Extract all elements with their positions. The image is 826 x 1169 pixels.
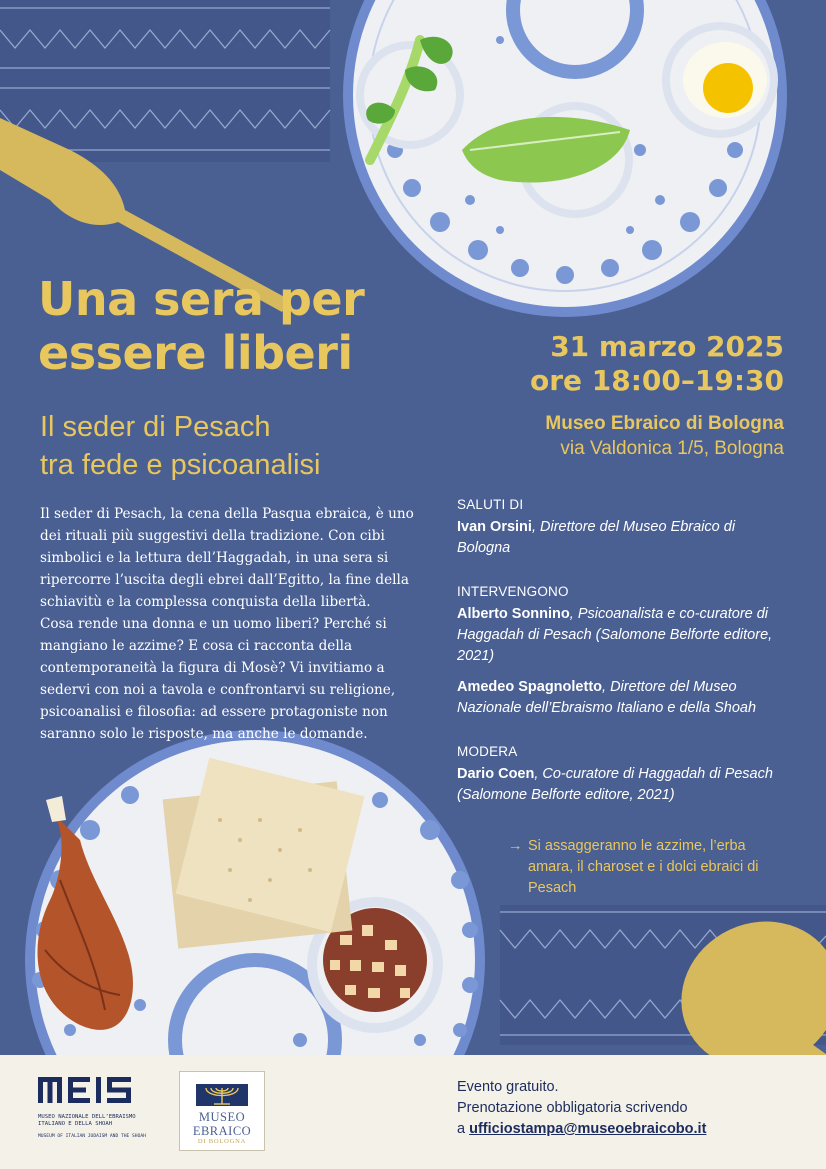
- subtitle-line: tra fede e psicoanalisi: [40, 449, 321, 481]
- section-label-saluti: SALUTI DI: [457, 497, 524, 512]
- museo-city: DI BOLOGNA: [197, 1138, 247, 1145]
- speaker-name: Alberto Sonnino: [457, 606, 570, 622]
- info-prefix: a: [457, 1121, 470, 1137]
- info-line: Prenotazione obbligatoria scrivendo: [457, 1100, 688, 1116]
- program: [457, 494, 787, 816]
- subtitle-line: Il seder di Pesach: [40, 411, 271, 443]
- section-label-modera: MODERA: [457, 744, 518, 759]
- title-line: Una sera per: [38, 272, 365, 326]
- meis-name-line: ITALIANO E DELLA SHOAH: [38, 1121, 113, 1127]
- speaker-role: , Psicoanalista e co-curatore di Haggadah di Pesach (Salomone Belforte editore, 2021): [457, 606, 773, 664]
- booking-info: [457, 1077, 706, 1140]
- seder-plate-top: [343, 0, 787, 317]
- email-link[interactable]: ufficiostampa@museoebraicobo.it: [469, 1121, 707, 1137]
- museo-name: MUSEO: [198, 1110, 246, 1124]
- event-details: [530, 330, 784, 462]
- menorah-icon: [196, 1084, 248, 1106]
- meis-name-line: MUSEO NAZIONALE DELL’EBRAISMO: [38, 1114, 136, 1120]
- speaker: [457, 764, 787, 806]
- event-venue: Museo Ebraico di Bologna: [545, 413, 784, 434]
- speaker-name: Ivan Orsini: [457, 519, 532, 535]
- event-address: via Valdonica 1/5, Bologna: [560, 438, 784, 459]
- footer: [0, 1055, 826, 1169]
- speaker-name: Dario Coen: [457, 766, 535, 782]
- intro-paragraph: Cosa rende una donna e un uomo liberi? Perché si mangiano le azzime? E cosa ci racconta della contemporaneità la figura di Mosè? Vi invitiamo a sedervi con noi a tavola e confrontarvi su religione, psicoanalisi e filosofia: ad essere protagoniste non saranno solo le risposte, ma anche le domande.: [40, 616, 396, 742]
- intro-text: [40, 503, 420, 745]
- speaker-role: , Co-curatore di Haggadah di Pesach (Salomone Belforte editore, 2021): [457, 766, 773, 803]
- speaker-name: Amedeo Spagnoletto: [457, 679, 603, 695]
- speaker-role: , Direttore del Museo Nazionale dell’Ebraismo Italiano e della Shoah: [457, 679, 757, 716]
- speaker: [457, 677, 787, 719]
- museo-ebraico-logo: [179, 1071, 265, 1151]
- meis-wordmark-icon: [38, 1077, 148, 1103]
- event-subtitle: [40, 408, 321, 484]
- intro-paragraph: Il seder di Pesach, la cena della Pasqua ebraica, è uno dei rituali più suggestivi della tradizione. Con cibi simbolici e la lettura dell’Haggadah, in una sera si ripercorre l’uscita degli ebrei dall’Egitto, la fine della schiavitù e la complessa conquista della libertà.: [40, 506, 414, 610]
- meis-english-line: MUSEUM OF ITALIAN JUDAISM AND THE SHOAH: [38, 1134, 146, 1139]
- tasting-note-text: Si assaggeranno le azzime, l’erba amara, il charoset e i dolci ebraici di Pesach: [528, 838, 759, 896]
- arrow-right-icon: →: [508, 838, 523, 854]
- meis-logo: [38, 1077, 168, 1140]
- pattern-band-top: [0, 0, 330, 162]
- tasting-note: [508, 836, 778, 899]
- info-line: Evento gratuito.: [457, 1079, 559, 1095]
- speaker: [457, 517, 787, 559]
- speaker-role: , Direttore del Museo Ebraico di Bologna: [457, 519, 736, 556]
- title-line: essere liberi: [38, 326, 353, 380]
- section-label-intervengono: INTERVENGONO: [457, 584, 569, 599]
- event-time: ore 18:00–19:30: [529, 364, 784, 397]
- info-line: [457, 1119, 706, 1140]
- event-title: [38, 272, 364, 380]
- speaker: [457, 604, 787, 667]
- event-date: 31 marzo 2025: [550, 330, 784, 363]
- museo-name: EBRAICO: [192, 1124, 252, 1138]
